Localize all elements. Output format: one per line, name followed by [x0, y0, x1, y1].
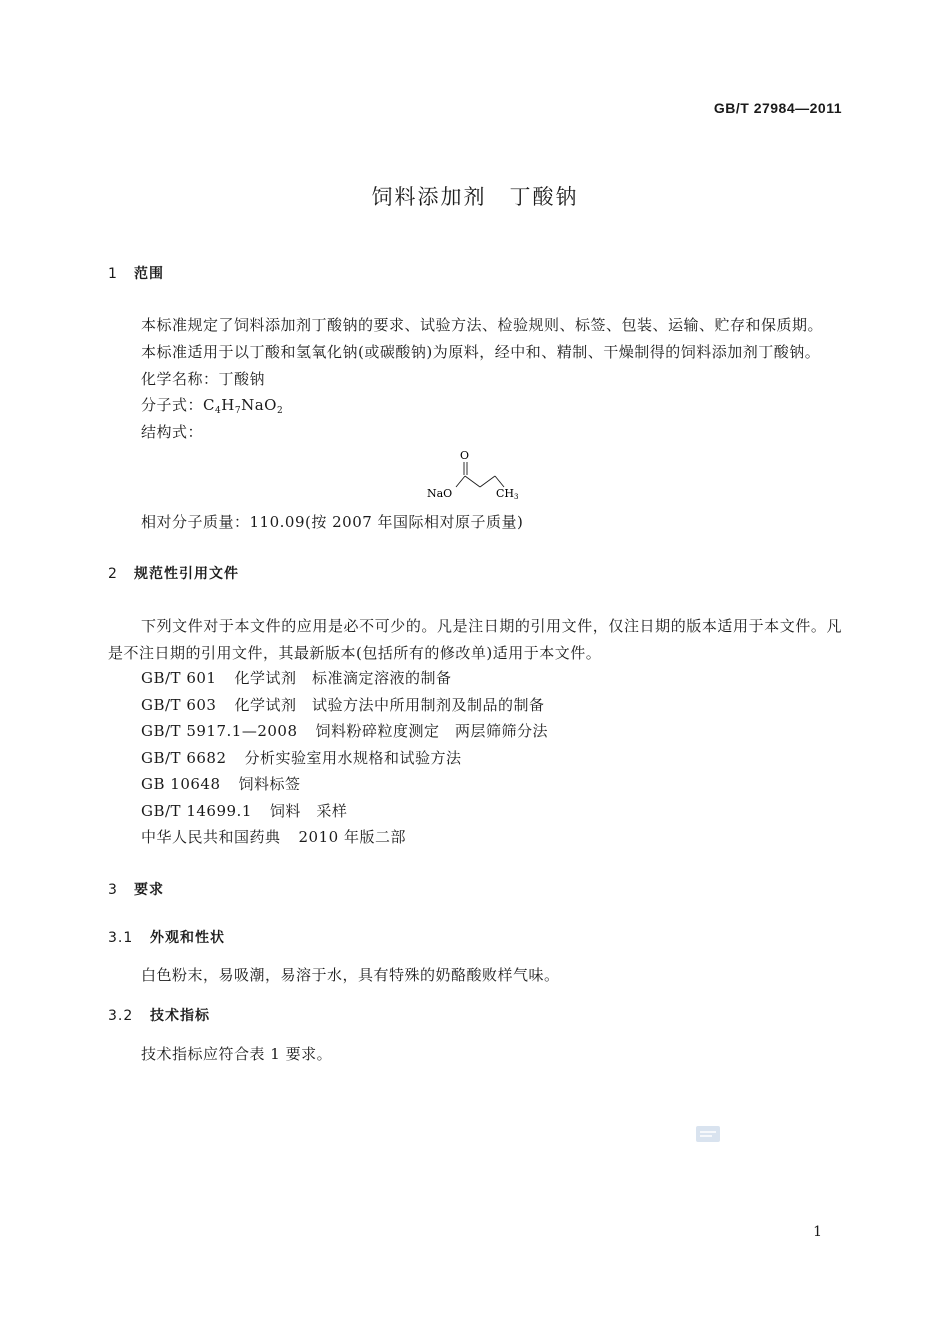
subsection-number: 3.1	[108, 930, 134, 946]
reference-code: GB/T 5917.1—2008	[141, 722, 298, 740]
reference-title: 2010 年版二部	[298, 828, 406, 846]
structural-formula-diagram	[420, 445, 530, 503]
scope-paragraph-2: 本标准适用于以丁酸和氢氧化钠(或碳酸钠)为原料，经中和、精制、干燥制得的饲料添加剂丁酸钠。	[141, 343, 821, 361]
subsection-title: 技术指标	[150, 1008, 210, 1024]
reference-code: GB/T 603	[141, 696, 217, 714]
formula-c: C	[203, 396, 215, 414]
subsection-title: 外观和性状	[150, 930, 225, 946]
reference-item	[141, 826, 406, 847]
formula-h: H	[221, 396, 235, 414]
sac-logo-icon	[695, 1124, 721, 1144]
section-title: 要求	[134, 882, 164, 898]
subsection-3-1-heading	[108, 927, 225, 947]
formula-nao: NaO	[241, 396, 277, 414]
molecular-formula	[141, 394, 283, 416]
sodium-oxide-label: NaO	[427, 487, 453, 500]
molecular-mass: 相对分子质量：110.09(按 2007 年国际相对原子质量)	[141, 513, 524, 531]
carbonyl-oxygen-label: O	[460, 449, 470, 462]
document-title: 饲料添加剂 丁酸钠	[371, 185, 579, 209]
reference-item	[141, 800, 347, 821]
formula-label: 分子式：	[141, 396, 204, 414]
ester-bond	[456, 476, 465, 487]
chain-bond-1	[465, 476, 480, 487]
reference-code: GB/T 601	[141, 669, 217, 687]
formula-o-sub: 2	[276, 406, 284, 416]
references-intro: 下列文件对于本文件的应用是必不可少的。凡是注日期的引用文件，仅注日期的版本适用于本文件。凡是不注日期的引用文件，其最新版本(包括所有的修改单)适用于本文件。	[108, 617, 842, 662]
formula-h-sub: 7	[234, 406, 242, 416]
reference-item	[141, 773, 301, 794]
section-2-heading	[108, 563, 239, 583]
formula-c-sub: 4	[215, 406, 222, 416]
methyl-sub: 3	[514, 493, 519, 501]
section-3-heading	[108, 879, 164, 899]
chain-bond-3	[495, 476, 504, 487]
section-number: 1	[108, 266, 118, 282]
page-number: 1	[813, 1224, 822, 1240]
section-number: 2	[108, 566, 118, 582]
reference-code: GB/T 6682	[141, 749, 227, 767]
reference-code: GB 10648	[141, 775, 221, 793]
appearance-text: 白色粉末，易吸潮，易溶于水，具有特殊的奶酪酸败样气味。	[141, 966, 560, 984]
reference-title: 化学试剂 试验方法中所用制剂及制品的制备	[234, 696, 545, 714]
technical-index-text: 技术指标应符合表 1 要求。	[141, 1045, 333, 1063]
chemical-name: 化学名称：丁酸钠	[141, 370, 266, 388]
reference-item	[141, 694, 544, 715]
section-number: 3	[108, 882, 118, 898]
reference-title: 分析实验室用水规格和试验方法	[244, 749, 462, 767]
reference-item	[141, 720, 548, 741]
reference-code: 中华人民共和国药典	[141, 828, 281, 846]
subsection-number: 3.2	[108, 1008, 134, 1024]
reference-title: 饲料粉碎粒度测定 两层筛筛分法	[315, 722, 549, 740]
section-title: 范围	[134, 266, 164, 282]
reference-item	[141, 667, 451, 688]
subsection-3-2-heading	[108, 1005, 210, 1025]
reference-title: 化学试剂 标准滴定溶液的制备	[234, 669, 452, 687]
section-1-heading	[108, 263, 164, 283]
methyl-ch: CH	[496, 487, 515, 500]
reference-item	[141, 747, 462, 768]
scope-paragraph-1: 本标准规定了饲料添加剂丁酸钠的要求、试验方法、检验规则、标签、包装、运输、贮存和保质期。	[141, 316, 824, 334]
chain-bond-2	[480, 476, 495, 487]
reference-code: GB/T 14699.1	[141, 802, 252, 820]
methyl-label	[496, 487, 518, 501]
reference-title: 饲料 采样	[269, 802, 348, 820]
reference-title: 饲料标签	[238, 775, 301, 793]
standard-code: GB/T 27984—2011	[713, 100, 842, 116]
section-title: 规范性引用文件	[134, 566, 239, 582]
structure-label: 结构式：	[141, 423, 204, 441]
